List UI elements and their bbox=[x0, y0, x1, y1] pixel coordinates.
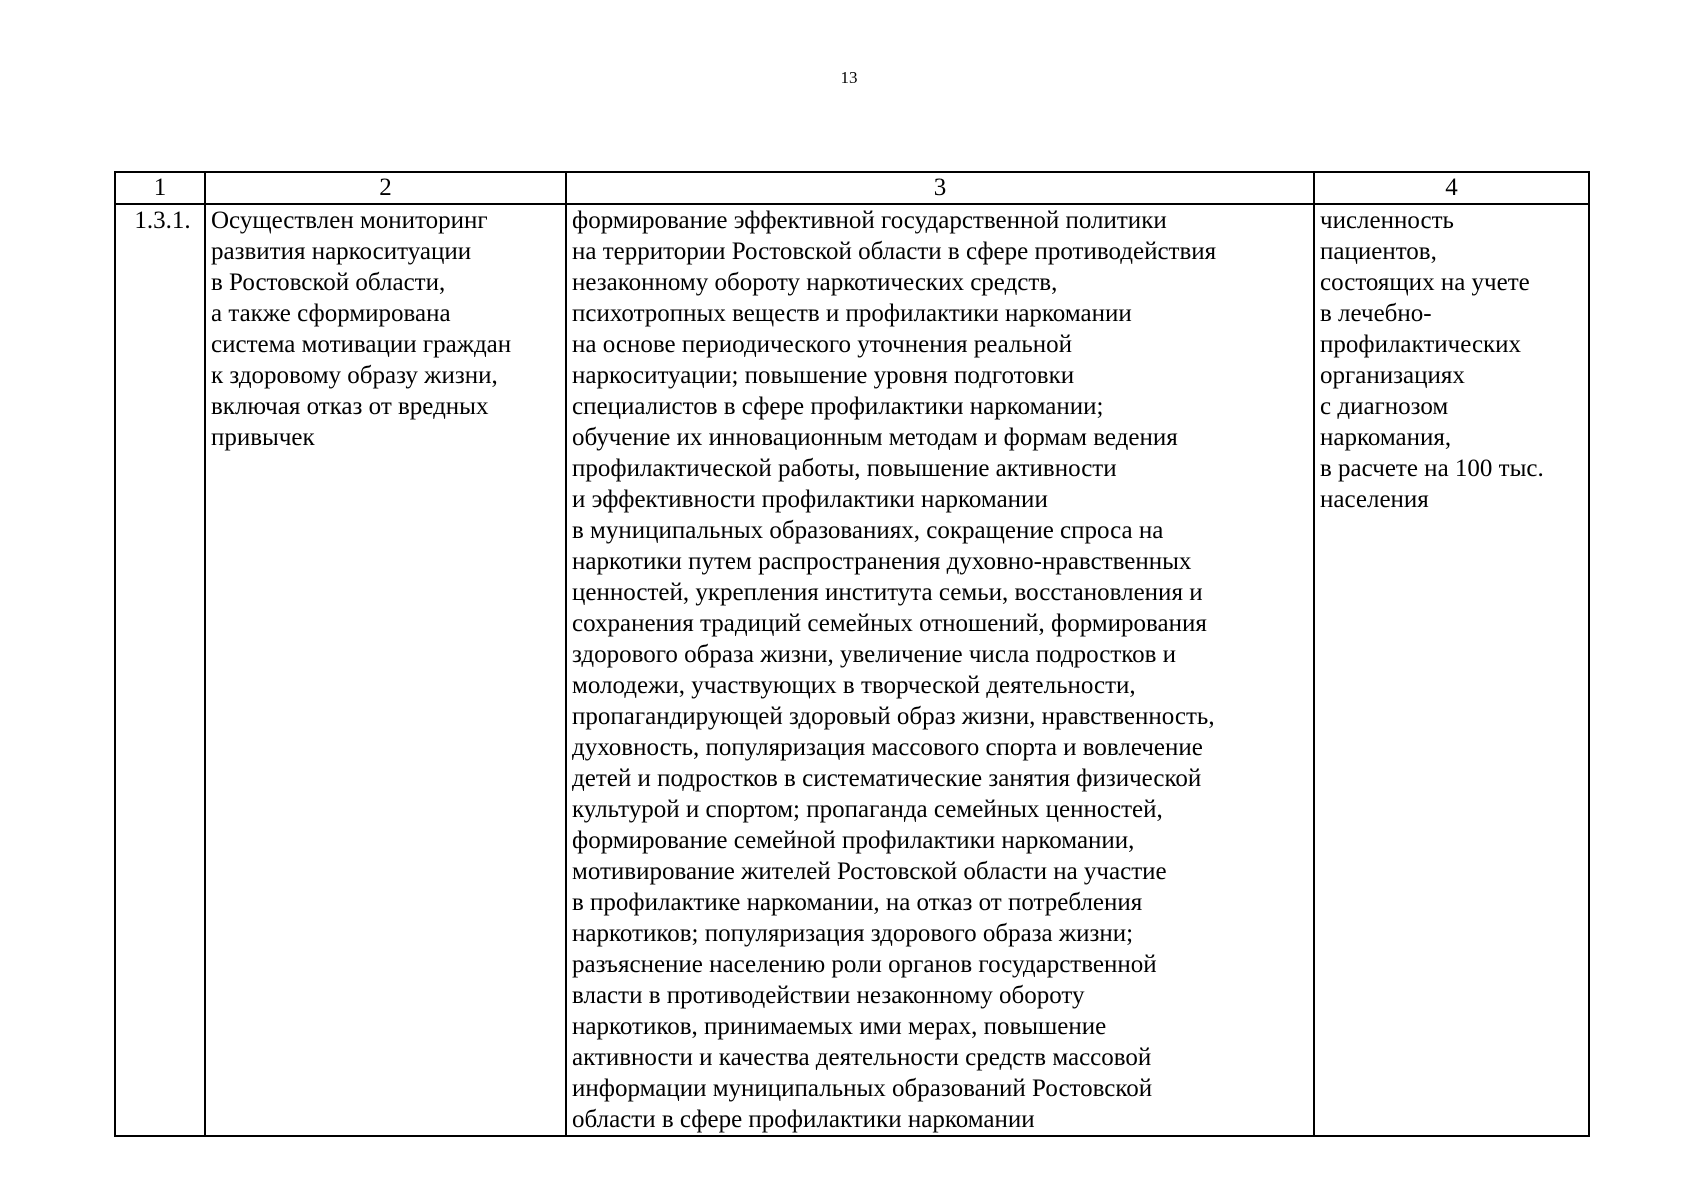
result-text-line: система мотивации граждан bbox=[211, 331, 512, 358]
row-number-cell bbox=[115, 204, 205, 1136]
description-text-line: и эффективности профилактики наркомании bbox=[572, 486, 1048, 513]
table-row bbox=[115, 204, 1589, 1136]
description-text-line: на территории Ростовской области в сфере противодействия bbox=[572, 238, 1217, 265]
table-header-row bbox=[115, 172, 1589, 204]
row-number: 1.3.1. bbox=[134, 207, 191, 234]
indicator-text-line: состоящих на учете bbox=[1320, 269, 1530, 296]
description-text-line: незаконному обороту наркотических средств, bbox=[572, 269, 1058, 296]
description-text-line: пропагандирующей здоровый образ жизни, нравственность, bbox=[572, 703, 1215, 730]
result-text-line: к здоровому образу жизни, bbox=[211, 362, 498, 389]
result-text-line: привычек bbox=[211, 424, 315, 451]
description-text-line: информации муниципальных образований Ростовской bbox=[572, 1075, 1153, 1102]
description-text-line: наркоситуации; повышение уровня подготовки bbox=[572, 362, 1075, 389]
description-text-line: детей и подростков в систематические занятия физической bbox=[572, 765, 1202, 792]
description-text-line: культурой и спортом; пропаганда семейных ценностей, bbox=[572, 796, 1163, 823]
indicator-text-line: организациях bbox=[1320, 362, 1465, 389]
description-text-line: в муниципальных образованиях, сокращение спроса на bbox=[572, 517, 1164, 544]
result-text-line: а также сформирована bbox=[211, 300, 451, 327]
description-text-line: в профилактике наркомании, на отказ от потребления bbox=[572, 889, 1143, 916]
result-cell bbox=[205, 204, 566, 1136]
description-text-line: психотропных веществ и профилактики наркомании bbox=[572, 300, 1132, 327]
column-header-3: 3 bbox=[566, 172, 1314, 204]
description-text-line: мотивирование жителей Ростовской области на участие bbox=[572, 858, 1167, 885]
description-cell bbox=[566, 204, 1314, 1136]
description-text-line: профилактической работы, повышение активности bbox=[572, 455, 1117, 482]
indicator-text-line: наркомания, bbox=[1320, 424, 1452, 451]
result-text-line: развития наркоситуации bbox=[211, 238, 472, 265]
description-text bbox=[572, 205, 1313, 1135]
description-text-line: сохранения традиций семейных отношений, формирования bbox=[572, 610, 1207, 637]
column-header-4: 4 bbox=[1314, 172, 1589, 204]
description-text-line: наркотики путем распространения духовно-нравственных bbox=[572, 548, 1192, 575]
indicator-text bbox=[1320, 205, 1588, 515]
result-text-line: Осуществлен мониторинг bbox=[211, 207, 488, 234]
description-text-line: формирование эффективной государственной политики bbox=[572, 207, 1167, 234]
page-number: 13 bbox=[840, 68, 858, 87]
description-text-line: молодежи, участвующих в творческой деятельности, bbox=[572, 672, 1136, 699]
description-text-line: специалистов в сфере профилактики наркомании; bbox=[572, 393, 1104, 420]
column-header-2: 2 bbox=[205, 172, 566, 204]
description-text-line: здорового образа жизни, увеличение числа подростков и bbox=[572, 641, 1177, 668]
result-text bbox=[211, 205, 565, 453]
description-text-line: формирование семейной профилактики наркомании, bbox=[572, 827, 1135, 854]
indicators-table bbox=[114, 171, 1590, 1137]
description-text-line: власти в противодействии незаконному обороту bbox=[572, 982, 1085, 1009]
description-text-line: на основе периодического уточнения реальной bbox=[572, 331, 1073, 358]
description-text-line: разъяснение населению роли органов государственной bbox=[572, 951, 1157, 978]
result-text-line: включая отказ от вредных bbox=[211, 393, 489, 420]
description-text-line: ценностей, укрепления института семьи, восстановления и bbox=[572, 579, 1203, 606]
description-text-line: наркотиков; популяризация здорового образа жизни; bbox=[572, 920, 1134, 947]
indicator-text-line: в лечебно- bbox=[1320, 300, 1432, 327]
indicator-text-line: населения bbox=[1320, 486, 1429, 513]
indicator-text-line: с диагнозом bbox=[1320, 393, 1449, 420]
indicator-text-line: профилактических bbox=[1320, 331, 1522, 358]
description-text-line: активности и качества деятельности средств массовой bbox=[572, 1044, 1152, 1071]
description-text-line: области в сфере профилактики наркомании bbox=[572, 1106, 1035, 1133]
result-text-line: в Ростовской области, bbox=[211, 269, 446, 296]
indicator-text-line: пациентов, bbox=[1320, 238, 1437, 265]
column-header-1: 1 bbox=[115, 172, 205, 204]
description-text-line: обучение их инновационным методам и формам ведения bbox=[572, 424, 1178, 451]
indicator-text-line: численность bbox=[1320, 207, 1454, 234]
indicator-text-line: в расчете на 100 тыс. bbox=[1320, 455, 1544, 482]
description-text-line: духовность, популяризация массового спорта и вовлечение bbox=[572, 734, 1203, 761]
description-text-line: наркотиков, принимаемых ими мерах, повышение bbox=[572, 1013, 1107, 1040]
indicator-cell bbox=[1314, 204, 1589, 1136]
